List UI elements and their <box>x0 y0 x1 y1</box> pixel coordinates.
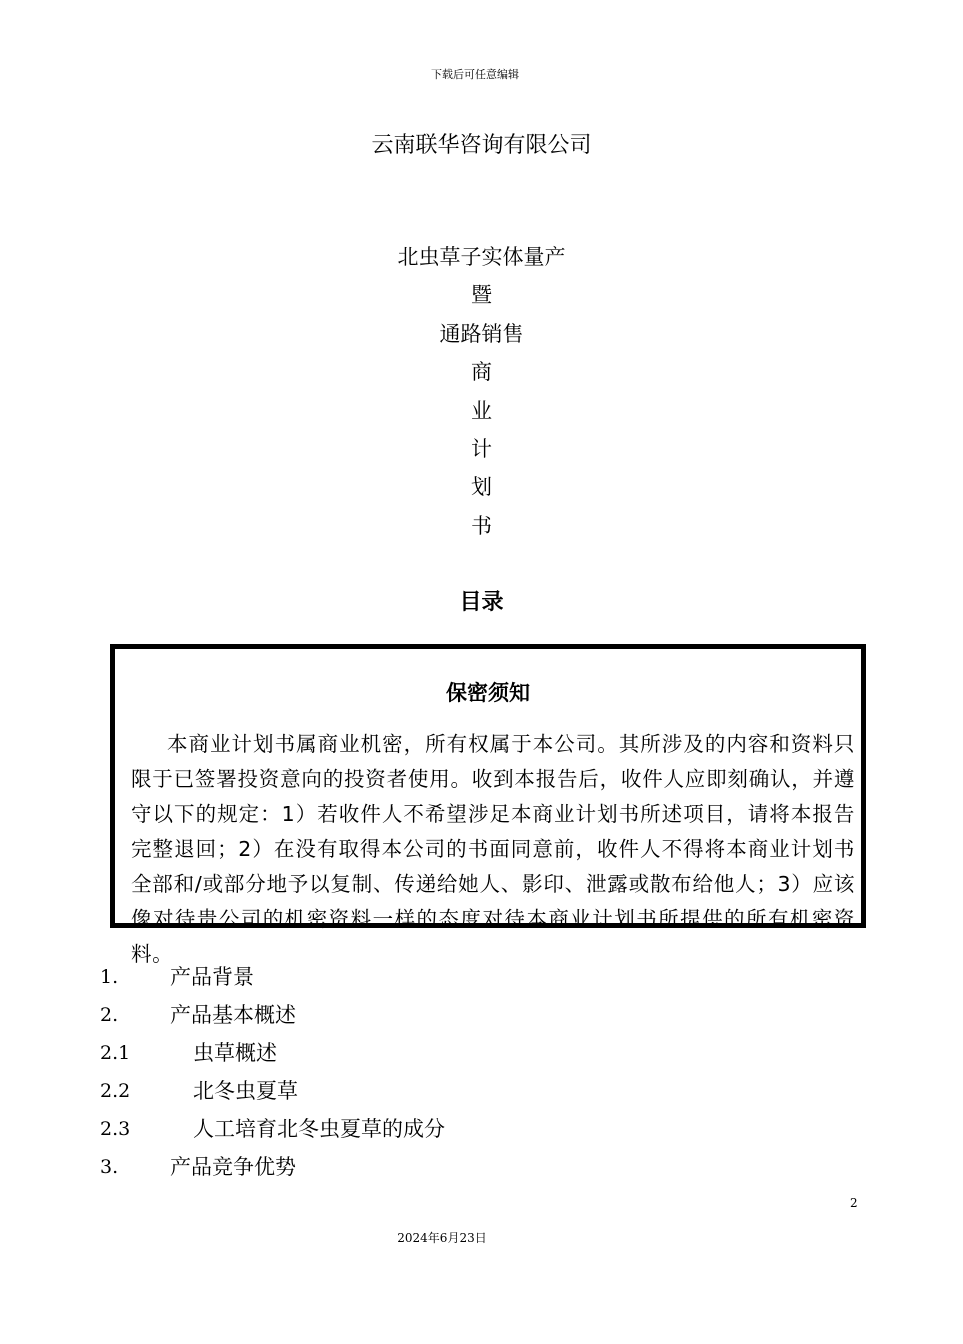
toc-list <box>100 958 800 1186</box>
title-line: 通路销售 <box>439 321 524 346</box>
toc-item[interactable] <box>100 1034 800 1072</box>
toc-item[interactable] <box>100 1072 800 1110</box>
toc-item-number: 1. <box>100 966 119 988</box>
toc-heading: 目录 <box>459 590 504 615</box>
toc-item[interactable] <box>100 1148 800 1186</box>
title-line: 业 <box>471 398 492 423</box>
title-line: 书 <box>471 513 492 538</box>
toc-item[interactable] <box>100 958 800 996</box>
title-line: 暨 <box>471 283 492 308</box>
toc-item-text: 人工培育北冬虫夏草的成分 <box>193 1117 445 1141</box>
toc-item[interactable] <box>100 1110 800 1148</box>
toc-item-number: 3. <box>100 1156 119 1178</box>
company-name: 云南联华咨询有限公司 <box>371 133 592 158</box>
document-title <box>0 238 963 545</box>
title-line: 划 <box>471 475 492 500</box>
notice-body: 本商业计划书属商业机密，所有权属于本公司。其所涉及的内容和资料只限于已签署投资意向的投资者使用。收到本报告后，收件人应即刻确认，并遵守以下的规定：1）若收件人不希望涉足本商业计划书所述项目，请将本报告完整退回；2）在没有取得本公司的书面同意前，收件人不得将本商业计划书全部和/或部分地予以复制、传递给她人、影印、泄露或散布给他人；3）应该像对待贵公司的机密资料一样的态度对待本商业计划书所提供的所有机密资料。 <box>131 732 855 966</box>
toc-item-text: 产品基本概述 <box>170 1003 296 1027</box>
toc-item-text: 产品竞争优势 <box>170 1155 296 1179</box>
title-line: 北虫草子实体量产 <box>397 245 566 269</box>
confidential-notice-box <box>110 644 866 966</box>
toc-item-text: 北冬虫夏草 <box>193 1079 298 1103</box>
footer-date: 2024年6月23日 <box>397 1231 487 1245</box>
page-number: 2 <box>850 1196 858 1210</box>
title-line: 计 <box>471 436 492 461</box>
header-note: 下载后可任意编辑 <box>431 68 519 81</box>
toc-item-text: 虫草概述 <box>193 1041 277 1065</box>
toc-item-number: 2.3 <box>100 1118 131 1140</box>
toc-item-number: 2.2 <box>100 1080 131 1102</box>
toc-item-text: 产品背景 <box>170 965 254 989</box>
notice-title: 保密须知 <box>446 681 530 705</box>
toc-item[interactable] <box>100 996 800 1034</box>
toc-item-number: 2. <box>100 1004 119 1026</box>
toc-item-number: 2.1 <box>100 1042 131 1064</box>
title-line: 商 <box>471 360 492 385</box>
